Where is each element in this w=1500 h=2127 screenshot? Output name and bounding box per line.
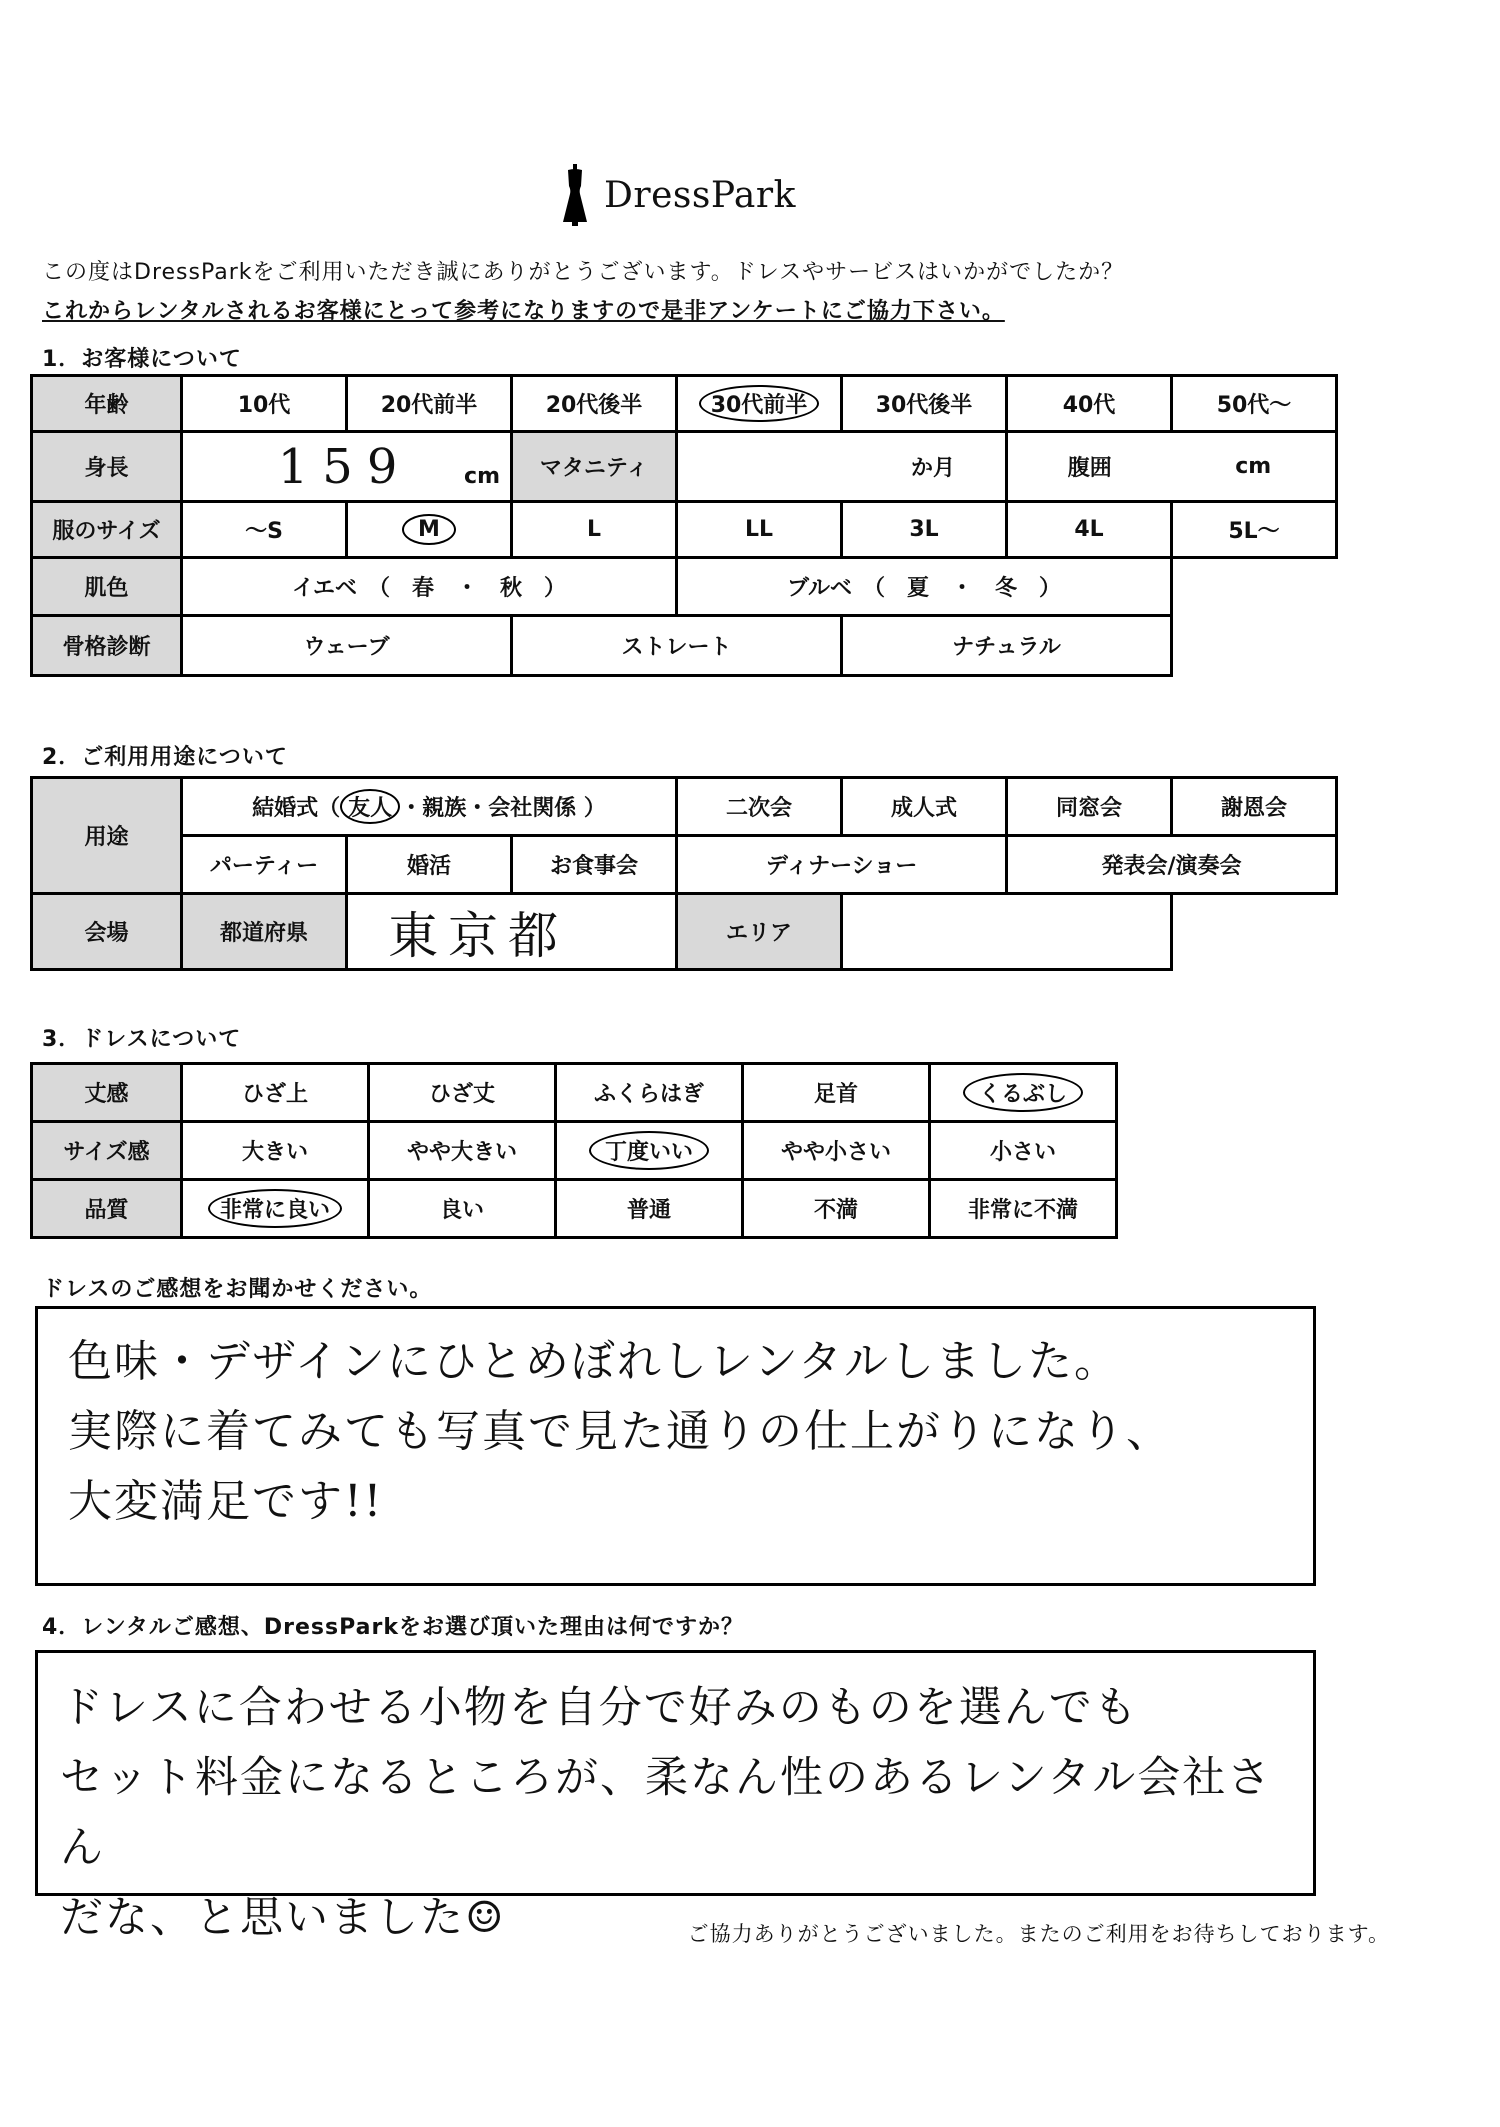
area-label: エリア [677,894,842,970]
brand-name: DressPark [604,174,796,216]
size-option[interactable]: LL [677,502,842,558]
fit-option[interactable]: やや大きい [369,1122,556,1180]
age-option[interactable]: 20代後半 [512,376,677,432]
length-selected-mark: くるぶし [963,1073,1083,1112]
quality-option-selected[interactable] [182,1180,369,1238]
area-field[interactable] [842,894,1172,970]
dress-table [30,1062,1118,1239]
size-option[interactable]: 4L [1007,502,1172,558]
belly-label: 腹囲 [1007,432,1172,502]
prefecture-field[interactable] [347,894,677,970]
wedding-option[interactable] [182,778,677,836]
quality-option[interactable]: 普通 [556,1180,743,1238]
purpose-table [30,776,1338,971]
frame-option[interactable]: ストレート [512,616,842,676]
section4-title: 4．レンタルご感想、DressParkをお選び頂いた理由は何ですか？ [42,1615,744,1640]
frame-label: 骨格診断 [32,616,182,676]
purpose-option[interactable]: ディナーショー [677,836,1007,894]
maternity-field[interactable] [677,432,1007,502]
fit-option[interactable]: 小さい [930,1122,1117,1180]
section2-title: 2．ご利用用途について [42,745,288,770]
age-selected-mark: 30代前半 [699,385,820,422]
skin-blue-option[interactable]: ブルベ （ 夏 ・ 冬 ） [677,558,1172,616]
maternity-unit: か月 [910,456,955,481]
footer-thanks: ご協力ありがとうございました。またのご利用をお待ちしております。 [687,1922,1390,1946]
impressions-prompt: ドレスのご感想をお聞かせください。 [42,1277,433,1302]
age-label: 年齢 [32,376,182,432]
fit-option-selected[interactable] [556,1122,743,1180]
size-selected-mark: M [402,514,456,545]
size-option-selected[interactable] [347,502,512,558]
purpose-option[interactable]: 同窓会 [1007,778,1172,836]
impressions-box[interactable] [35,1306,1316,1586]
maternity-label: マタニティ [512,432,677,502]
belly-unit: cm [1235,454,1272,479]
customer-table [30,374,1338,677]
prefecture-label: 都道府県 [182,894,347,970]
length-option[interactable]: 足首 [743,1064,930,1122]
empty-cell [1172,894,1337,970]
section1-title: 1．お客様について [42,347,242,372]
purpose-option[interactable]: 謝恩会 [1172,778,1337,836]
fit-label: サイズ感 [32,1122,182,1180]
empty-cell [1172,616,1337,676]
size-label: 服のサイズ [32,502,182,558]
quality-selected-mark: 非常に良い [208,1189,342,1228]
height-label: 身長 [32,432,182,502]
impressions-line: 色味・デザインにひとめぼれしレンタルしました。 [68,1336,1121,1387]
fit-selected-mark: 丁度いい [589,1131,709,1170]
size-option[interactable]: 3L [842,502,1007,558]
brand-logo [560,160,800,230]
length-option[interactable]: ひざ上 [182,1064,369,1122]
purpose-option[interactable]: パーティー [182,836,347,894]
length-option[interactable]: ひざ丈 [369,1064,556,1122]
purpose-option[interactable]: 二次会 [677,778,842,836]
age-option[interactable]: 50代～ [1172,376,1337,432]
wedding-prefix: 結婚式（ [252,796,341,821]
purpose-label: 用途 [32,778,182,894]
dress-icon [560,164,590,226]
purpose-option[interactable]: 成人式 [842,778,1007,836]
wedding-suffix: ・親族・会社関係 ） [400,796,606,821]
height-value: 159 [277,438,412,495]
impressions-line: 実際に着てみても写真で見た通りの仕上がりになり、 [68,1406,1172,1457]
belly-field[interactable] [1172,432,1337,502]
fit-option[interactable]: 大きい [182,1122,369,1180]
prefecture-value: 東京都 [388,906,568,965]
age-option[interactable]: 20代前半 [347,376,512,432]
purpose-option[interactable]: お食事会 [512,836,677,894]
age-option-selected[interactable] [677,376,842,432]
reason-line: ドレスに合わせる小物を自分で好みのものを選んでも [60,1683,1139,1733]
age-option[interactable]: 40代 [1007,376,1172,432]
size-option[interactable]: ～S [182,502,347,558]
purpose-option[interactable]: 発表会/演奏会 [1007,836,1337,894]
wedding-selected-mark: 友人 [340,789,400,824]
age-option[interactable]: 30代後半 [842,376,1007,432]
quality-option[interactable]: 非常に不満 [930,1180,1117,1238]
reason-line: セット料金になるところが、柔なん性のあるレンタル会社さん [60,1753,1273,1873]
skin-label: 肌色 [32,558,182,616]
age-option[interactable]: 10代 [182,376,347,432]
frame-option[interactable]: ナチュラル [842,616,1172,676]
height-unit: cm [464,463,500,489]
length-option[interactable]: ふくらはぎ [556,1064,743,1122]
impressions-line: 大変満足です!! [68,1476,384,1527]
quality-option[interactable]: 良い [369,1180,556,1238]
height-field[interactable] [182,432,512,502]
length-label: 丈感 [32,1064,182,1122]
size-option[interactable]: L [512,502,677,558]
size-option[interactable]: 5L～ [1172,502,1337,558]
purpose-option[interactable]: 婚活 [347,836,512,894]
venue-label: 会場 [32,894,182,970]
reason-line: だな、と思いました☺ [60,1893,506,1943]
quality-label: 品質 [32,1180,182,1238]
skin-yellow-option[interactable]: イエベ （ 春 ・ 秋 ） [182,558,677,616]
frame-option[interactable]: ウェーブ [182,616,512,676]
empty-cell [1172,558,1337,616]
quality-option[interactable]: 不満 [743,1180,930,1238]
intro-request: これからレンタルされるお客様にとって参考になりますので是非アンケートにご協力下さい。 [42,299,1005,324]
intro-text: この度はDressParkをご利用いただき誠にありがとうございます。ドレスやサービスはいかがでしたか？ [42,260,1125,285]
section3-title: 3．ドレスについて [42,1027,242,1052]
length-option-selected[interactable] [930,1064,1117,1122]
fit-option[interactable]: やや小さい [743,1122,930,1180]
